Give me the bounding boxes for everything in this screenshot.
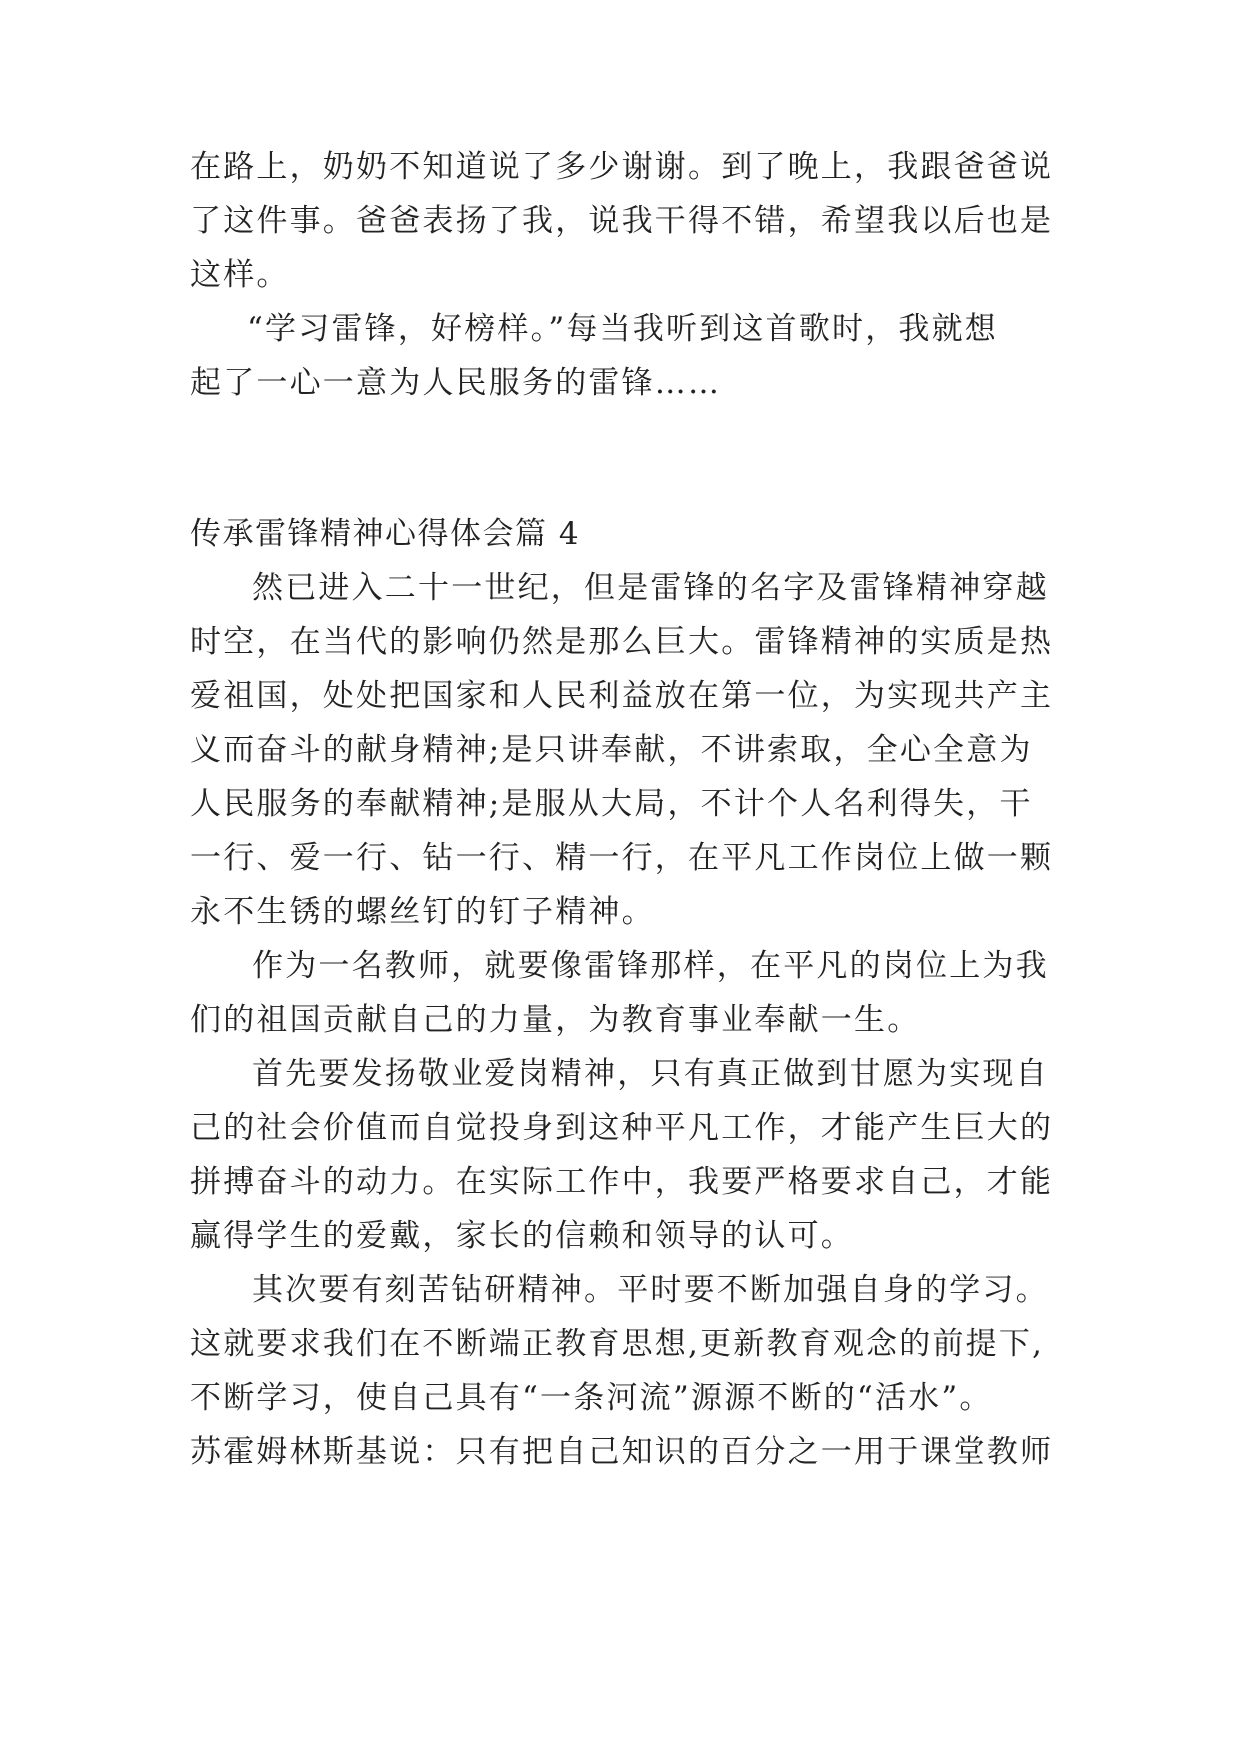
body-text-line: 时空，在当代的影响仍然是那么巨大。雷锋精神的实质是热 <box>190 624 1054 660</box>
body-text-line: 然已进入二十一世纪，但是雷锋的名字及雷锋精神穿越 <box>252 570 1049 606</box>
body-text-line: 赢得学生的爱戴，家长的信赖和领导的认可。 <box>190 1218 854 1254</box>
body-text-line: 们的祖国贡献自己的力量，为教育事业奉献一生。 <box>190 1002 921 1038</box>
body-text-line: 这就要求我们在不断端正教育思想,更新教育观念的前提下, <box>190 1326 1045 1362</box>
body-text-line: 苏霍姆林斯基说：只有把自己知识的百分之一用于课堂教师 <box>190 1434 1054 1470</box>
body-text-line: 其次要有刻苦钻研精神。平时要不断加强自身的学习。 <box>252 1272 1049 1308</box>
body-text-line: 这样。 <box>190 257 290 293</box>
body-text-line: 爱祖国，处处把国家和人民利益放在第一位，为实现共产主 <box>190 678 1054 714</box>
body-text-line: 己的社会价值而自觉投身到这种平凡工作，才能产生巨大的 <box>190 1110 1054 1146</box>
body-text-line: 在路上，奶奶不知道说了多少谢谢。到了晚上，我跟爸爸说 <box>190 149 1054 185</box>
body-text-line: 了这件事。爸爸表扬了我，说我干得不错，希望我以后也是 <box>190 203 1054 239</box>
body-text-line: 永不生锈的螺丝钉的钉子精神。 <box>190 894 655 930</box>
body-text-line: 一行、爱一行、钻一行、精一行，在平凡工作岗位上做一颗 <box>190 840 1054 876</box>
body-text-line: “学习雷锋，好榜样。”每当我听到这首歌时，我就想 <box>247 311 998 347</box>
body-text-line: 起了一心一意为人民服务的雷锋…… <box>190 365 722 401</box>
body-text-line: 不断学习，使自己具有“一条河流”源源不断的“活水”。 <box>190 1380 993 1416</box>
body-text-line: 义而奋斗的献身精神;是只讲奉献，不讲索取，全心全意为 <box>190 732 1033 768</box>
body-text-line: 首先要发扬敬业爱岗精神，只有真正做到甘愿为实现自 <box>252 1056 1049 1092</box>
body-text-line: 作为一名教师，就要像雷锋那样，在平凡的岗位上为我 <box>252 948 1049 984</box>
section-heading: 传承雷锋精神心得体会篇 4 <box>190 516 581 552</box>
body-text-line: 人民服务的奉献精神;是服从大局，不计个人名利得失，干 <box>190 786 1033 822</box>
body-text-line: 拼搏奋斗的动力。在实际工作中，我要严格要求自己，才能 <box>190 1164 1054 1200</box>
